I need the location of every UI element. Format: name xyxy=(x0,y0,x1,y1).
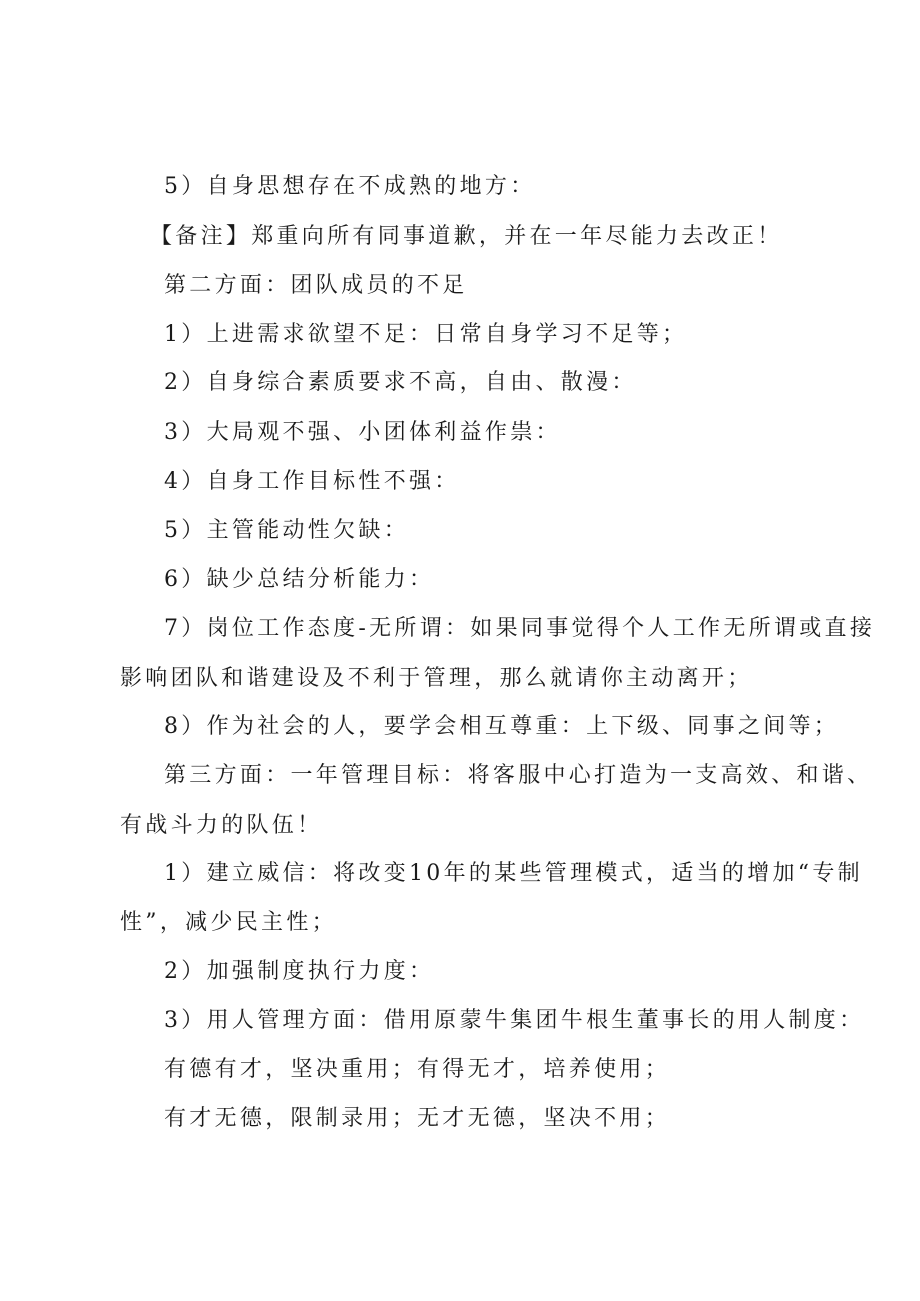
text-line: 8）作为社会的人，要学会相互尊重：上下级、同事之间等； xyxy=(164,714,840,739)
text-line: 影响团队和谐建设及不利于管理，那么就请你主动离开； xyxy=(120,666,753,691)
section-heading: 第三方面：一年管理目标：将客服中心打造为一支高效、和谐、 xyxy=(164,763,873,788)
text-line: 1）上进需求欲望不足：日常自身学习不足等； xyxy=(164,322,688,347)
text-line: 6）缺少总结分析能力： xyxy=(164,567,435,592)
text-line: 1）建立威信：将改变10年的某些管理模式，适当的增加“专制 xyxy=(164,861,863,886)
text-line: 有战斗力的队伍！ xyxy=(120,813,323,838)
text-line: 2）自身综合素质要求不高，自由、散漫： xyxy=(164,370,637,395)
section-heading: 第二方面：团队成员的不足 xyxy=(164,273,468,298)
text-line: 3）用人管理方面：借用原蒙牛集团牛根生董事长的用人制度： xyxy=(164,1008,865,1033)
text-line: 7）岗位工作态度-无所谓：如果同事觉得个人工作无所谓或直接 xyxy=(164,616,876,641)
text-line: 有德有才，坚决重用；有得无才，培养使用； xyxy=(164,1057,671,1082)
text-line: 5）主管能动性欠缺： xyxy=(164,518,409,543)
text-line: 4）自身工作目标性不强： xyxy=(164,469,460,494)
text-line: 有才无德，限制录用；无才无德，坚决不用； xyxy=(164,1106,671,1131)
text-line: 2）加强制度执行力度： xyxy=(164,959,435,984)
text-line: 【备注】郑重向所有同事道歉，并在一年尽能力去改正！ xyxy=(150,224,783,249)
text-line: 5）自身思想存在不成熟的地方： xyxy=(164,174,536,199)
text-line: 3）大局观不强、小团体利益作祟： xyxy=(164,420,561,445)
text-line: 性”，减少民主性； xyxy=(120,910,337,935)
